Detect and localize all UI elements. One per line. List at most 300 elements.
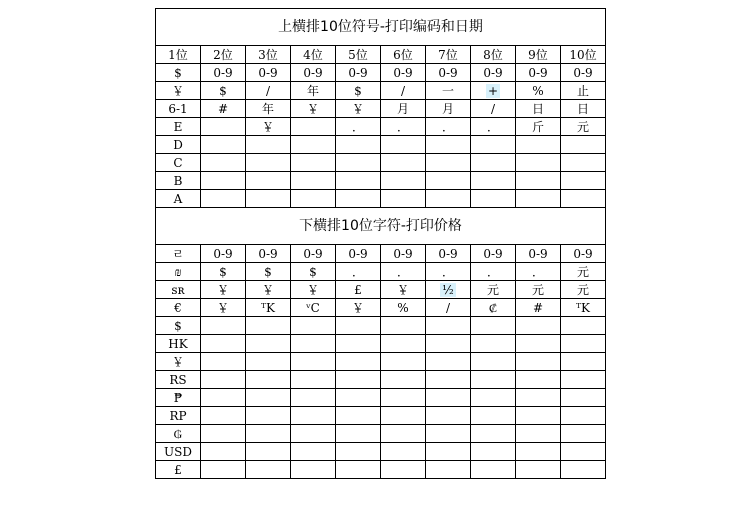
- lower-cell: [156, 443, 201, 461]
- lower-cell: [291, 443, 336, 461]
- lower-cell-text: ．: [531, 264, 544, 279]
- upper-cell: [246, 100, 291, 118]
- lower-cell: [201, 335, 246, 353]
- lower-cell: [561, 407, 606, 425]
- upper-cell-text: 6-1: [168, 101, 188, 116]
- upper-cell: [561, 46, 606, 64]
- lower-cell-text: ￥: [216, 282, 229, 297]
- upper-cell: [336, 154, 381, 172]
- upper-cell: [201, 136, 246, 154]
- lower-cell: [156, 407, 201, 425]
- upper-cell: [516, 190, 561, 208]
- lower-cell-text: ꜱʀ: [171, 282, 185, 297]
- lower-table-row: [156, 317, 606, 335]
- lower-cell-text: ₱: [173, 390, 183, 405]
- upper-table-row: [156, 190, 606, 208]
- lower-cell: [291, 371, 336, 389]
- lower-cell: [201, 371, 246, 389]
- upper-cell-text: #: [217, 101, 229, 116]
- lower-cell-text: 0-9: [348, 246, 368, 261]
- upper-cell-text: 3位: [258, 47, 278, 62]
- lower-cell: [336, 263, 381, 281]
- lower-cell: [516, 407, 561, 425]
- lower-cell: [471, 281, 516, 299]
- upper-cell: [336, 100, 381, 118]
- upper-cell: [561, 172, 606, 190]
- lower-cell-text: ½: [442, 282, 454, 297]
- lower-cell-text: ₡: [488, 300, 497, 315]
- lower-table-title-row: [156, 208, 606, 245]
- upper-cell-text: 元: [576, 119, 589, 134]
- upper-cell-text: E: [173, 119, 183, 134]
- upper-cell-text: 10位: [569, 47, 597, 62]
- lower-cell: [516, 389, 561, 407]
- upper-cell-text: 7位: [438, 47, 458, 62]
- lower-cell: [381, 317, 426, 335]
- lower-cell: [246, 461, 291, 479]
- upper-cell-text: 斤: [531, 119, 544, 134]
- lower-cell: [291, 317, 336, 335]
- lower-cell: [156, 281, 201, 299]
- lower-cell: [381, 371, 426, 389]
- upper-cell: [381, 190, 426, 208]
- lower-cell: [201, 425, 246, 443]
- lower-cell: [516, 263, 561, 281]
- lower-cell-text: 0-9: [483, 246, 503, 261]
- lower-cell: [471, 425, 516, 443]
- upper-cell: [516, 100, 561, 118]
- upper-cell: [426, 154, 471, 172]
- lower-cell: [471, 335, 516, 353]
- upper-cell-text: C: [173, 155, 183, 170]
- upper-cell-text: 1位: [168, 47, 188, 62]
- upper-cell: [471, 172, 516, 190]
- lower-cell: [426, 425, 471, 443]
- lower-cell: [291, 389, 336, 407]
- lower-cell: [426, 389, 471, 407]
- lower-cell-text: RP: [169, 408, 187, 423]
- upper-table-row: [156, 118, 606, 136]
- lower-cell: [291, 335, 336, 353]
- upper-cell-text: ￥: [261, 119, 274, 134]
- lower-cell-text: 0-9: [303, 246, 323, 261]
- upper-cell: [426, 118, 471, 136]
- lower-table-title: 下横排10位字符-打印价格: [156, 208, 606, 245]
- lower-cell: [381, 299, 426, 317]
- lower-cell: [156, 263, 201, 281]
- lower-table-row: [156, 299, 606, 317]
- upper-cell: [201, 46, 246, 64]
- lower-cell: [246, 371, 291, 389]
- lower-cell: [156, 353, 201, 371]
- upper-cell-text: ．: [396, 119, 409, 134]
- lower-cell: [156, 317, 201, 335]
- upper-cell: [516, 172, 561, 190]
- upper-cell: [516, 118, 561, 136]
- upper-cell-text: ￥: [351, 101, 364, 116]
- lower-cell: [516, 425, 561, 443]
- upper-cell: [156, 64, 201, 82]
- lower-cell: [336, 299, 381, 317]
- upper-cell: [336, 136, 381, 154]
- upper-cell: [516, 64, 561, 82]
- lower-cell: [381, 281, 426, 299]
- lower-cell-text: ．: [486, 264, 499, 279]
- upper-table-row: [156, 82, 606, 100]
- lower-cell: [156, 425, 201, 443]
- upper-cell: [561, 190, 606, 208]
- upper-cell: [156, 190, 201, 208]
- lower-cell: [201, 299, 246, 317]
- lower-cell: [201, 263, 246, 281]
- upper-cell-text: 月: [396, 101, 409, 116]
- upper-cell: [246, 64, 291, 82]
- lower-cell: [516, 461, 561, 479]
- upper-cell: [291, 154, 336, 172]
- lower-cell: [426, 443, 471, 461]
- lower-cell: [156, 299, 201, 317]
- lower-cell: [336, 443, 381, 461]
- lower-cell: [156, 371, 201, 389]
- lower-cell: [426, 299, 471, 317]
- upper-cell: [426, 82, 471, 100]
- lower-cell: [561, 371, 606, 389]
- upper-cell: [426, 136, 471, 154]
- lower-cell: [561, 461, 606, 479]
- upper-cell-text: 日: [576, 101, 589, 116]
- lower-cell-text: USD: [164, 444, 192, 459]
- lower-cell: [201, 245, 246, 263]
- lower-cell: [201, 353, 246, 371]
- upper-cell-text: 0-9: [573, 65, 593, 80]
- lower-cell: [336, 389, 381, 407]
- upper-cell: [471, 100, 516, 118]
- lower-cell: [516, 281, 561, 299]
- lower-cell-text: ．: [441, 264, 454, 279]
- upper-cell-text: A: [173, 191, 183, 206]
- upper-cell: [561, 154, 606, 172]
- upper-cell: [561, 82, 606, 100]
- lower-cell: [561, 389, 606, 407]
- lower-cell: [561, 353, 606, 371]
- upper-cell-text: /: [400, 83, 406, 98]
- lower-cell-text: ￥: [306, 282, 319, 297]
- upper-table-row: [156, 64, 606, 82]
- upper-cell: [156, 154, 201, 172]
- upper-cell: [471, 64, 516, 82]
- lower-cell-text: ￥: [216, 300, 229, 315]
- lower-cell: [246, 407, 291, 425]
- upper-cell: [156, 82, 201, 100]
- lower-table-row: [156, 371, 606, 389]
- lower-cell: [471, 263, 516, 281]
- upper-cell: [561, 118, 606, 136]
- lower-cell: [336, 353, 381, 371]
- lower-cell: [156, 245, 201, 263]
- upper-cell-text: 8位: [483, 47, 503, 62]
- upper-cell-text: $: [354, 83, 362, 98]
- upper-cell: [381, 172, 426, 190]
- upper-cell-text: 年: [306, 83, 319, 98]
- lower-cell: [381, 443, 426, 461]
- lower-cell: [201, 461, 246, 479]
- lower-cell: [426, 353, 471, 371]
- upper-cell: [561, 64, 606, 82]
- lower-table-row: [156, 263, 606, 281]
- upper-cell: [336, 46, 381, 64]
- lower-cell: [156, 389, 201, 407]
- lower-cell-text: 0-9: [258, 246, 278, 261]
- upper-cell-text: $: [219, 83, 227, 98]
- lower-cell: [426, 407, 471, 425]
- upper-cell-text: ．: [486, 119, 499, 134]
- lower-cell-text: 元: [486, 282, 499, 297]
- lower-table-row: [156, 443, 606, 461]
- lower-cell: [246, 443, 291, 461]
- lower-cell: [426, 371, 471, 389]
- lower-cell: [246, 335, 291, 353]
- upper-cell: [381, 46, 426, 64]
- upper-cell-text: 一: [441, 83, 454, 98]
- upper-cell: [336, 190, 381, 208]
- lower-cell: [246, 299, 291, 317]
- upper-cell: [201, 64, 246, 82]
- upper-cell: [291, 190, 336, 208]
- upper-cell-text: 0-9: [528, 65, 548, 80]
- lower-cell: [336, 407, 381, 425]
- upper-cell: [246, 118, 291, 136]
- lower-cell-text: 0-9: [573, 246, 593, 261]
- upper-cell: [246, 172, 291, 190]
- upper-cell: [381, 136, 426, 154]
- lower-cell: [381, 245, 426, 263]
- upper-cell: [336, 118, 381, 136]
- lower-table-row: [156, 245, 606, 263]
- upper-cell: [426, 190, 471, 208]
- lower-cell: [561, 299, 606, 317]
- upper-cell: [246, 136, 291, 154]
- lower-cell: [516, 245, 561, 263]
- upper-table-row: [156, 100, 606, 118]
- lower-cell: [381, 263, 426, 281]
- lower-cell-text: ￥: [171, 354, 184, 369]
- lower-cell: [516, 317, 561, 335]
- upper-cell-text: 日: [531, 101, 544, 116]
- upper-cell-text: ．: [351, 119, 364, 134]
- upper-cell: [516, 136, 561, 154]
- lower-cell: [156, 335, 201, 353]
- upper-cell-text: 0-9: [438, 65, 458, 80]
- upper-cell: [426, 46, 471, 64]
- lower-cell: [561, 317, 606, 335]
- lower-cell: [201, 281, 246, 299]
- symbol-code-table: [155, 8, 606, 479]
- upper-table-row: [156, 172, 606, 190]
- upper-cell: [246, 154, 291, 172]
- upper-cell: [201, 190, 246, 208]
- lower-table-row: [156, 461, 606, 479]
- lower-cell-text: ￥: [261, 282, 274, 297]
- lower-cell: [426, 281, 471, 299]
- lower-cell: [471, 389, 516, 407]
- upper-cell-text: 0-9: [303, 65, 323, 80]
- lower-cell: [291, 407, 336, 425]
- lower-cell-text: ᵀK: [260, 300, 275, 315]
- upper-cell: [471, 118, 516, 136]
- upper-cell: [471, 46, 516, 64]
- lower-cell: [291, 425, 336, 443]
- lower-cell: [381, 461, 426, 479]
- lower-cell: [471, 461, 516, 479]
- lower-cell-text: €: [174, 300, 182, 315]
- upper-cell: [156, 100, 201, 118]
- upper-cell: [201, 118, 246, 136]
- upper-cell: [291, 136, 336, 154]
- upper-cell-text: 9位: [528, 47, 548, 62]
- upper-cell: [246, 46, 291, 64]
- lower-cell-text: 0-9: [528, 246, 548, 261]
- lower-cell: [201, 443, 246, 461]
- lower-table-row: [156, 389, 606, 407]
- lower-table-row: [156, 353, 606, 371]
- upper-cell-text: 6位: [393, 47, 413, 62]
- lower-cell: [426, 317, 471, 335]
- lower-cell-text: ￥: [396, 282, 409, 297]
- upper-cell: [156, 46, 201, 64]
- lower-cell: [561, 443, 606, 461]
- lower-cell-text: $: [219, 264, 227, 279]
- lower-cell: [561, 335, 606, 353]
- lower-cell-text: ᵛC: [306, 300, 320, 315]
- lower-cell-text: ᵀK: [575, 300, 590, 315]
- upper-cell-text: 2位: [213, 47, 233, 62]
- lower-cell: [381, 353, 426, 371]
- lower-cell-text: ￥: [351, 300, 364, 315]
- upper-cell: [156, 172, 201, 190]
- upper-cell: [426, 172, 471, 190]
- upper-cell: [516, 46, 561, 64]
- upper-cell: [336, 82, 381, 100]
- lower-cell: [201, 317, 246, 335]
- upper-cell: [471, 136, 516, 154]
- upper-cell-text: 0-9: [483, 65, 503, 80]
- lower-cell: [561, 425, 606, 443]
- lower-cell-text: ．: [351, 264, 364, 279]
- lower-cell: [471, 299, 516, 317]
- lower-cell: [561, 281, 606, 299]
- upper-cell: [336, 64, 381, 82]
- lower-cell-text: $: [309, 264, 317, 279]
- lower-cell-text: ．: [396, 264, 409, 279]
- lower-cell: [336, 335, 381, 353]
- lower-cell: [246, 389, 291, 407]
- upper-cell: [381, 118, 426, 136]
- upper-cell: [201, 82, 246, 100]
- lower-cell: [291, 245, 336, 263]
- lower-cell-text: ㄹ: [172, 246, 184, 261]
- lower-cell: [471, 371, 516, 389]
- upper-cell: [291, 82, 336, 100]
- lower-cell-text: $: [174, 318, 182, 333]
- lower-cell: [336, 461, 381, 479]
- lower-cell: [201, 389, 246, 407]
- lower-cell: [246, 263, 291, 281]
- upper-cell-text: 5位: [348, 47, 368, 62]
- lower-table-row: [156, 281, 606, 299]
- upper-cell: [246, 190, 291, 208]
- upper-cell-text: 0-9: [213, 65, 233, 80]
- upper-cell: [471, 82, 516, 100]
- upper-cell: [381, 64, 426, 82]
- lower-cell: [471, 317, 516, 335]
- upper-cell: [156, 118, 201, 136]
- upper-cell: [426, 64, 471, 82]
- lower-cell-text: 元: [531, 282, 544, 297]
- lower-cell-text: ₲: [173, 426, 183, 441]
- lower-cell: [381, 335, 426, 353]
- upper-cell-text: D: [173, 137, 183, 152]
- upper-cell: [426, 100, 471, 118]
- upper-cell: [246, 82, 291, 100]
- upper-cell-text: /: [265, 83, 271, 98]
- lower-cell: [471, 407, 516, 425]
- upper-cell: [201, 172, 246, 190]
- lower-cell: [246, 245, 291, 263]
- lower-cell: [426, 263, 471, 281]
- upper-cell: [291, 100, 336, 118]
- lower-cell-text: £: [174, 462, 182, 477]
- lower-cell: [336, 317, 381, 335]
- lower-cell: [246, 281, 291, 299]
- lower-cell: [471, 245, 516, 263]
- lower-cell-text: ₪: [174, 264, 182, 279]
- lower-cell-text: #: [532, 300, 544, 315]
- lower-cell-text: $: [264, 264, 272, 279]
- upper-cell-text: ．: [441, 119, 454, 134]
- upper-cell: [291, 172, 336, 190]
- lower-cell: [291, 281, 336, 299]
- lower-cell-text: 元: [576, 264, 589, 279]
- upper-cell: [516, 154, 561, 172]
- upper-cell: [471, 154, 516, 172]
- lower-cell: [561, 245, 606, 263]
- lower-table-row: [156, 425, 606, 443]
- lower-cell-text: 0-9: [438, 246, 458, 261]
- upper-cell-text: +: [487, 83, 499, 98]
- lower-cell: [516, 353, 561, 371]
- upper-cell-text: B: [173, 173, 183, 188]
- lower-cell: [336, 425, 381, 443]
- lower-cell: [426, 245, 471, 263]
- upper-cell: [381, 100, 426, 118]
- lower-cell: [336, 281, 381, 299]
- lower-cell: [246, 425, 291, 443]
- upper-cell-text: 0-9: [258, 65, 278, 80]
- upper-table-row: [156, 154, 606, 172]
- lower-cell-text: £: [354, 282, 362, 297]
- upper-cell: [156, 136, 201, 154]
- lower-cell: [426, 335, 471, 353]
- upper-cell-text: 0-9: [348, 65, 368, 80]
- lower-cell-text: RS: [169, 372, 187, 387]
- lower-cell: [516, 371, 561, 389]
- upper-cell: [381, 154, 426, 172]
- lower-cell-text: HK: [168, 336, 188, 351]
- lower-cell-text: 0-9: [213, 246, 233, 261]
- lower-cell: [381, 425, 426, 443]
- upper-cell: [471, 190, 516, 208]
- upper-table-row: [156, 46, 606, 64]
